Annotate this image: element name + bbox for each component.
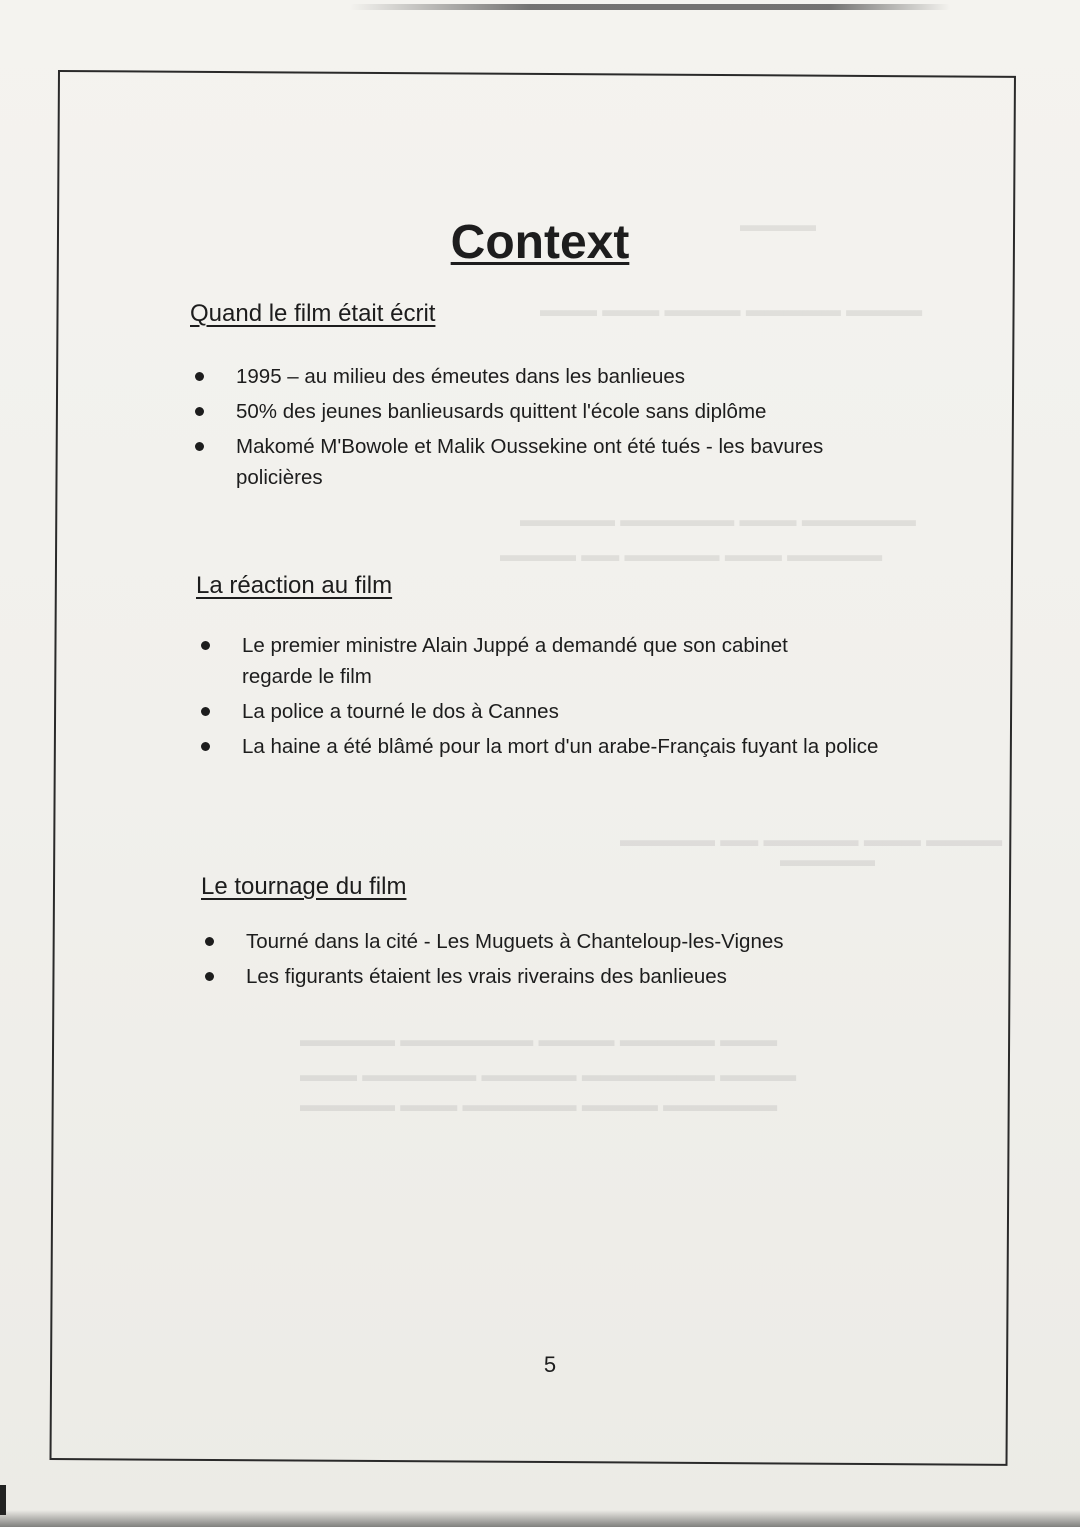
list-item-text: Les figurants étaient les vrais riverains des banlieues xyxy=(246,965,727,988)
bullet-icon xyxy=(195,442,204,451)
bleed-through-mark: ▬▬▬ ▬▬▬▬▬▬ ▬▬▬▬▬ ▬▬▬▬▬▬▬ ▬▬▬▬ xyxy=(300,1065,797,1086)
bullet-icon xyxy=(201,641,210,650)
list-item-text: Makomé M'Bowole et Malik Oussekine ont été tués - les bavures policières xyxy=(236,435,824,489)
bleed-through-mark: ▬▬▬▬▬ ▬▬▬▬▬▬ ▬▬▬ ▬▬▬▬▬▬ xyxy=(520,510,916,531)
page-fold-shadow xyxy=(350,4,950,10)
list-item xyxy=(190,396,840,427)
bleed-through-mark: ▬▬▬▬▬ ▬▬▬ ▬▬▬▬▬▬ ▬▬▬▬ ▬▬▬▬▬▬ xyxy=(300,1095,778,1116)
bullet-list-reaction xyxy=(196,630,896,766)
bleed-through-mark: ▬▬▬▬▬ ▬▬▬▬▬▬▬ ▬▬▬▬ ▬▬▬▬▬ ▬▬▬ xyxy=(300,1030,778,1051)
section-heading-filming: Le tournage du film xyxy=(201,873,407,900)
bleed-through-mark: ▬▬▬▬▬ xyxy=(780,850,875,871)
bottom-edge-shadow xyxy=(0,1510,1080,1527)
page-border-frame xyxy=(50,70,1016,1466)
bullet-list-filming xyxy=(200,926,900,996)
bullet-icon xyxy=(201,742,210,751)
list-item-text: 1995 – au milieu des émeutes dans les banlieues xyxy=(236,365,686,388)
list-item xyxy=(196,696,896,727)
list-item xyxy=(196,731,896,762)
bullet-icon xyxy=(201,707,210,716)
bullet-icon xyxy=(205,937,214,946)
list-item xyxy=(200,961,900,992)
bullet-icon xyxy=(205,972,214,981)
bullet-icon xyxy=(195,407,204,416)
section-heading-reaction: La réaction au film xyxy=(196,572,393,599)
list-item xyxy=(196,630,896,692)
bullet-list-written xyxy=(190,361,840,497)
bleed-through-mark: ▬▬▬▬▬ ▬▬ ▬▬▬▬▬ ▬▬▬ ▬▬▬▬ xyxy=(620,830,1003,851)
list-item-text: Tourné dans la cité - Les Muguets à Chanteloup-les-Vignes xyxy=(246,930,784,953)
bleed-through-mark: ▬▬▬ ▬▬▬ ▬▬▬▬ ▬▬▬▬▬ ▬▬▬▬ xyxy=(540,300,923,321)
page-number: 5 xyxy=(543,1352,557,1377)
list-item-text: La haine a été blâmé pour la mort d'un arabe-Français fuyant la police xyxy=(242,735,879,758)
list-item-text: La police a tourné le dos à Cannes xyxy=(242,700,559,723)
page-title: Context xyxy=(450,216,630,269)
list-item-text: 50% des jeunes banlieusards quittent l'école sans diplôme xyxy=(236,400,767,423)
bleed-through-mark: ▬▬▬▬ ▬▬ ▬▬▬▬▬ ▬▬▬ ▬▬▬▬▬ xyxy=(500,545,883,566)
section-heading-written: Quand le film était écrit xyxy=(190,300,436,327)
list-item xyxy=(200,926,900,957)
list-item xyxy=(190,361,840,392)
list-item-text: Le premier ministre Alain Juppé a demandé que son cabinet regarde le film xyxy=(242,634,788,688)
bullet-icon xyxy=(195,372,204,381)
list-item xyxy=(190,431,840,493)
bleed-through-mark: ▬▬▬▬ xyxy=(740,215,816,236)
